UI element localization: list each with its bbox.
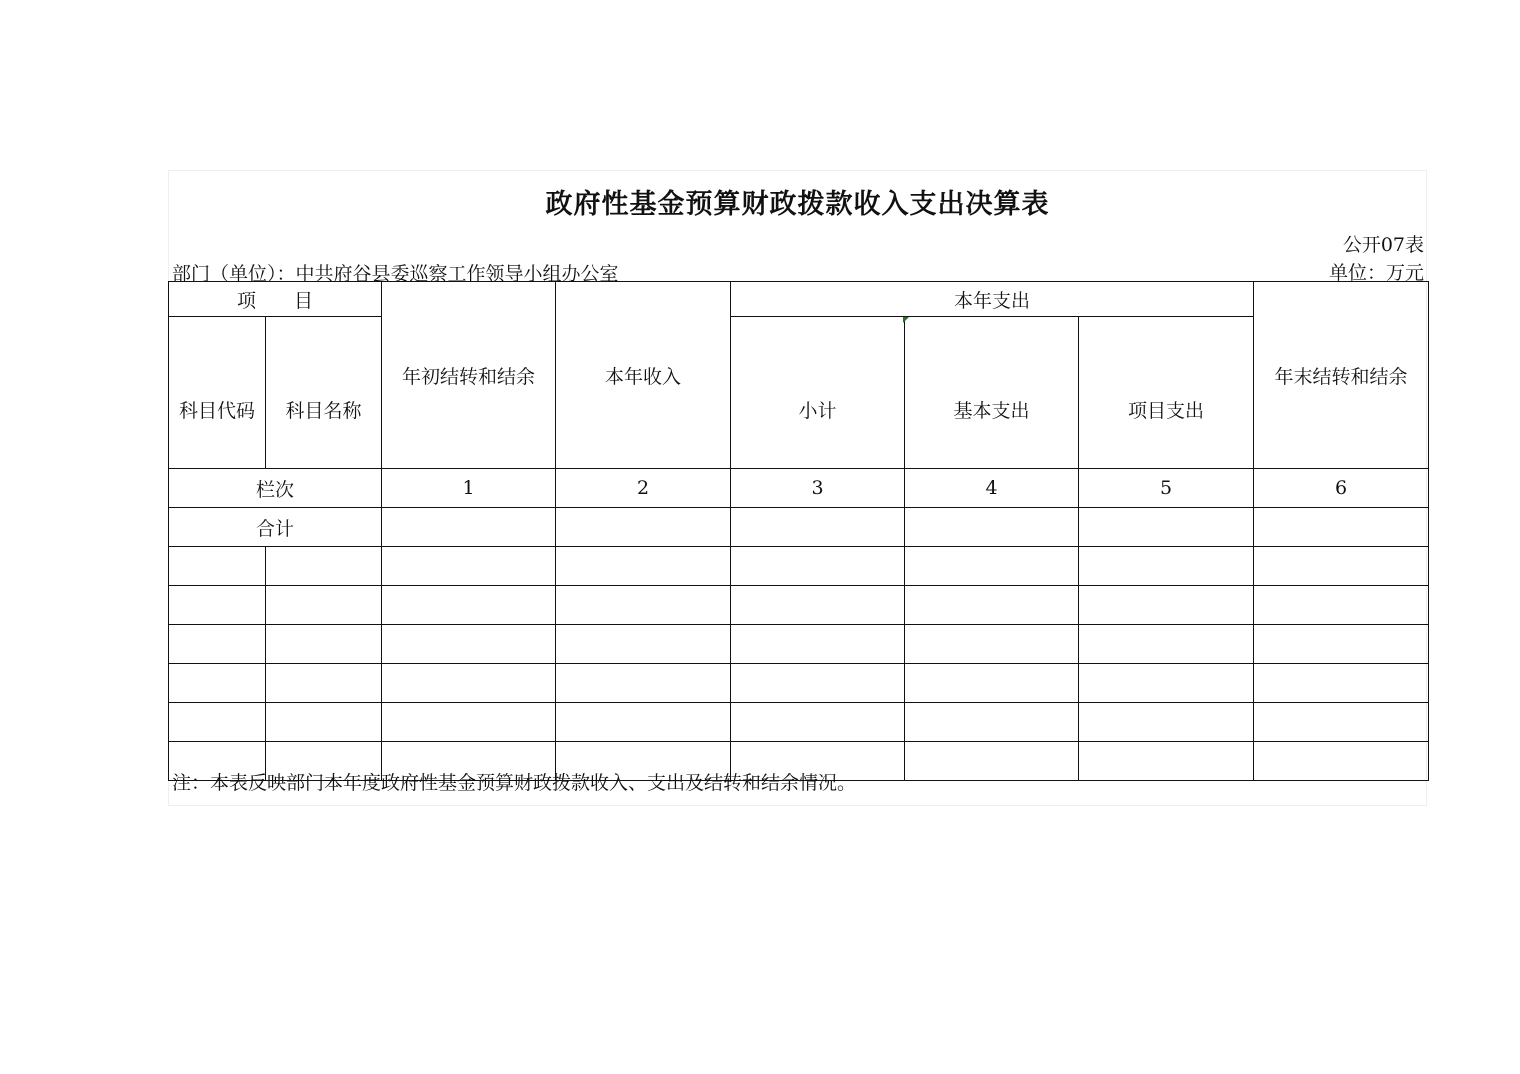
total-row [169, 508, 1429, 547]
table-cell[interactable] [556, 703, 731, 742]
table-cell[interactable] [731, 664, 905, 703]
table-cell[interactable] [556, 586, 731, 625]
total-label[interactable]: 合计 [169, 508, 382, 547]
column-number-5[interactable]: 5 [1079, 469, 1254, 508]
table-cell[interactable] [1079, 703, 1254, 742]
table-cell[interactable] [266, 703, 382, 742]
column-number-4[interactable]: 4 [905, 469, 1079, 508]
header-subtotal[interactable]: 小计 [731, 317, 905, 469]
table-cell[interactable] [1254, 547, 1429, 586]
total-cell-1[interactable] [382, 508, 556, 547]
header-item-left: 项 [236, 289, 256, 312]
header-closing-balance[interactable]: 年末结转和结余 [1254, 282, 1429, 469]
header-opening-balance[interactable]: 年初结转和结余 [382, 282, 556, 469]
header-current-income[interactable]: 本年收入 [556, 282, 731, 469]
table-cell[interactable] [1079, 625, 1254, 664]
report-title: 政府性基金预算财政拨款收入支出决算表 [545, 189, 1050, 220]
total-cell-6[interactable] [1254, 508, 1429, 547]
header-item-cell[interactable] [169, 282, 382, 317]
table-cell[interactable] [905, 625, 1079, 664]
header-row-1 [169, 282, 1429, 317]
table-cell[interactable] [1079, 586, 1254, 625]
table-cell[interactable] [266, 625, 382, 664]
table-cell[interactable] [1079, 742, 1254, 781]
table-cell[interactable] [266, 547, 382, 586]
table-cell[interactable] [266, 664, 382, 703]
table-cell[interactable] [731, 625, 905, 664]
cell-comment-marker [903, 317, 909, 323]
table-cell[interactable] [556, 664, 731, 703]
table-cell[interactable] [731, 547, 905, 586]
table-cell[interactable] [1079, 664, 1254, 703]
column-number-2[interactable]: 2 [556, 469, 731, 508]
table-cell[interactable] [1254, 664, 1429, 703]
table-cell[interactable] [905, 664, 1079, 703]
header-basic-expense[interactable]: 基本支出 [905, 317, 1079, 469]
table-cell[interactable] [1254, 703, 1429, 742]
table-cell[interactable] [266, 586, 382, 625]
column-index-label[interactable]: 栏次 [169, 469, 382, 508]
header-item-right: 目 [294, 289, 314, 312]
table-cell[interactable] [556, 625, 731, 664]
table-cell[interactable] [169, 547, 266, 586]
header-subject-name[interactable]: 科目名称 [266, 317, 382, 469]
table-cell[interactable] [1254, 625, 1429, 664]
table-cell[interactable] [1254, 586, 1429, 625]
table-cell[interactable] [169, 703, 266, 742]
budget-table [168, 281, 1429, 781]
table-row [169, 547, 1429, 586]
total-cell-4[interactable] [905, 508, 1079, 547]
column-number-3[interactable]: 3 [731, 469, 905, 508]
department-label: 部门（单位）：中共府谷县委巡察工作领导小组办公室 [172, 263, 619, 285]
header-current-expense[interactable]: 本年支出 [731, 282, 1254, 317]
table-cell[interactable] [731, 586, 905, 625]
table-cell[interactable] [382, 664, 556, 703]
form-number: 公开07表 [1342, 234, 1424, 256]
header-subject-code[interactable]: 科目代码 [169, 317, 266, 469]
table-cell[interactable] [169, 586, 266, 625]
table-cell[interactable] [382, 547, 556, 586]
table-cell[interactable] [1079, 547, 1254, 586]
table-cell[interactable] [905, 742, 1079, 781]
table-cell[interactable] [731, 703, 905, 742]
table-cell[interactable] [905, 703, 1079, 742]
table-cell[interactable] [382, 703, 556, 742]
column-index-row [169, 469, 1429, 508]
table-row [169, 664, 1429, 703]
table-cell[interactable] [382, 625, 556, 664]
table-row [169, 625, 1429, 664]
table-cell[interactable] [905, 586, 1079, 625]
table-cell[interactable] [556, 547, 731, 586]
unit-label: 单位：万元 [1328, 262, 1424, 284]
header-row-2 [169, 317, 1429, 469]
column-number-1[interactable]: 1 [382, 469, 556, 508]
table-row [169, 586, 1429, 625]
table-cell[interactable] [905, 547, 1079, 586]
column-number-6[interactable]: 6 [1254, 469, 1429, 508]
table-cell[interactable] [169, 625, 266, 664]
total-cell-3[interactable] [731, 508, 905, 547]
footnote: 注：本表反映部门本年度政府性基金预算财政拨款收入、支出及结转和结余情况。 [172, 772, 857, 794]
table-row [169, 703, 1429, 742]
total-cell-2[interactable] [556, 508, 731, 547]
table-cell[interactable] [169, 664, 266, 703]
header-project-expense[interactable]: 项目支出 [1079, 317, 1254, 469]
total-cell-5[interactable] [1079, 508, 1254, 547]
table-cell[interactable] [382, 586, 556, 625]
table-cell[interactable] [1254, 742, 1429, 781]
